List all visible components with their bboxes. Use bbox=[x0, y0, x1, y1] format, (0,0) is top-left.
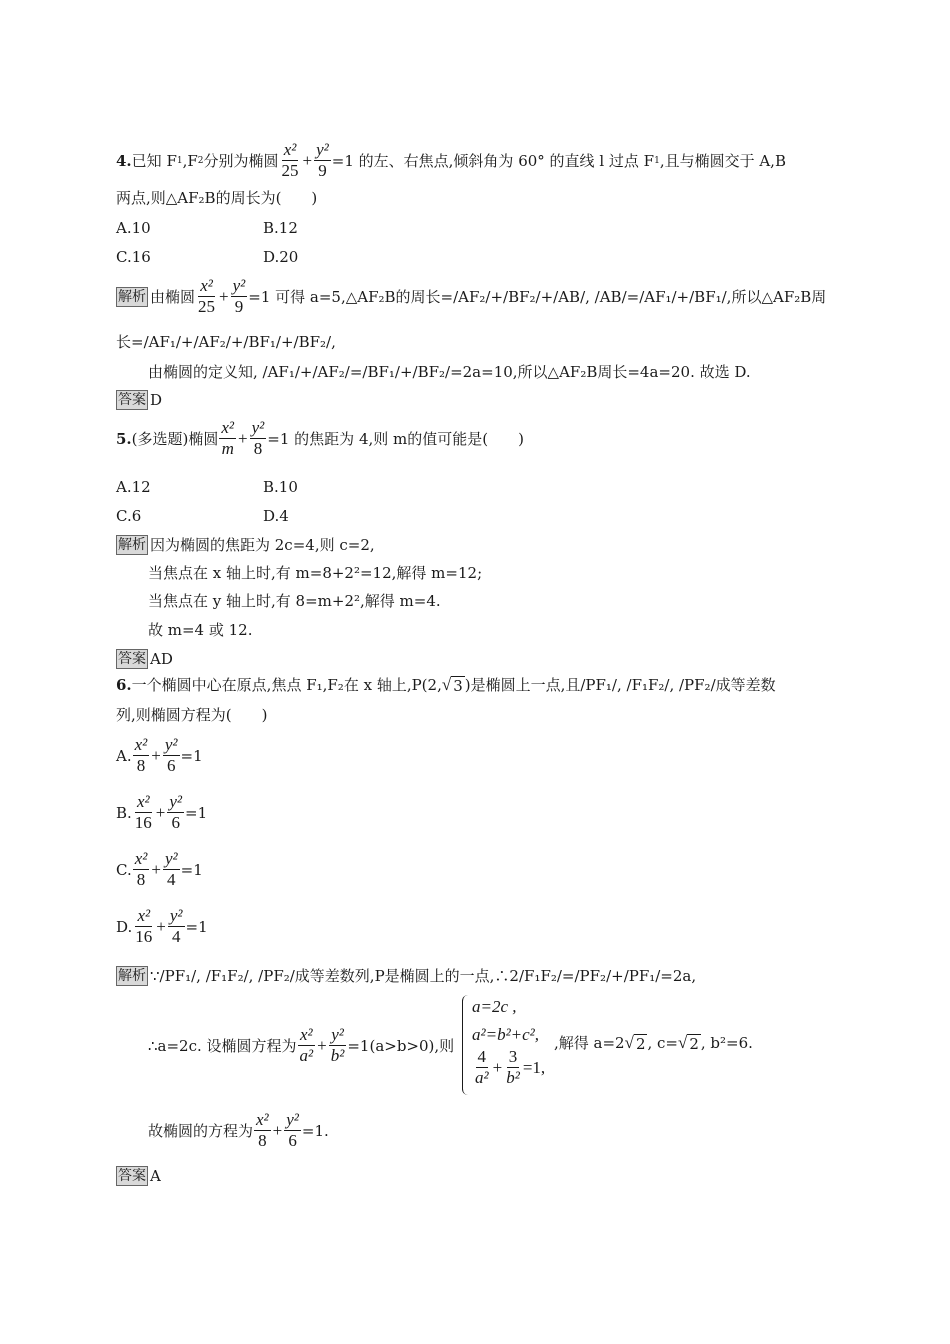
q4-stem-b: ,F bbox=[182, 151, 198, 170]
q4-stem-line1: 4. 已知 F 1 ,F 2 分别为椭圆 $\frac{\text{x²}}{25}$ + $\frac{\text{y²}}{9}$ =1 的左、右焦点,倾斜角为 60° 的直线 l 过点 F 1 ,且与椭圆交于 A,B bbox=[116, 140, 786, 180]
q4-analysis-line2: 长=/AF₁/+/AF₂/+/BF₁/+/BF₂/, bbox=[116, 333, 336, 351]
q4-stem-e: ,且与椭圆交于 A,B bbox=[659, 151, 786, 170]
q6-option-b: B. $\frac{\text{x²}}{16}$ + $\frac{\text{y²}}{6}$ =1 bbox=[116, 792, 208, 832]
q6-eq-fraction-y: $\frac{\text{y²}}{\text{b²}}$ bbox=[330, 1025, 345, 1065]
q5-analysis-line4: 故 m=4 或 12. bbox=[148, 621, 253, 639]
q6-conclusion: 故椭圆的方程为 $\frac{\text{x²}}{8}$ + $\frac{\text{y²}}{6}$ =1. bbox=[148, 1110, 329, 1150]
q6-stem-line2: 列,则椭圆方程为( ) bbox=[116, 706, 268, 724]
q4-fraction-y: $\frac{\text{y²}}{9}$ bbox=[316, 140, 329, 180]
system-row-2: a²=b²+c², bbox=[472, 1025, 540, 1044]
answer-tag: 答案 bbox=[118, 1168, 146, 1184]
q4-analysis-line3: 由椭圆的定义知, /AF₁/+/AF₂/=/BF₁/+/BF₂/=2a=10,所以△AF₂B周长=4a=20. 故选 D. bbox=[148, 363, 751, 381]
q4-stem-d: =1 的左、右焦点,倾斜角为 60° 的直线 l 过点 F bbox=[331, 151, 655, 170]
q4-stem-c: 分别为椭圆 bbox=[203, 151, 279, 170]
q6-analysis-line2: ∴a=2c. 设椭圆方程为 $\frac{\text{x²}}{\text{a²}}$ + $\frac{\text{y²}}{\text{b²}}$ =1(a>b>0),则 bbox=[148, 1025, 455, 1065]
analysis-tag: 解析 bbox=[118, 537, 146, 553]
q4-stem-a: 已知 F bbox=[131, 151, 177, 170]
q5-analysis-line2: 当焦点在 x 轴上时,有 m=8+2²=12,解得 m=12; bbox=[148, 564, 483, 582]
q5-option-a: A.12 bbox=[116, 478, 151, 496]
q5-option-c: C.6 bbox=[116, 507, 142, 525]
q5-fraction-x: $\frac{\text{x²}}{m}$ bbox=[221, 418, 235, 458]
q5-option-d: D.4 bbox=[263, 507, 289, 525]
q5-analysis-line1: 解析 因为椭圆的焦距为 2c=4,则 c=2, bbox=[118, 536, 375, 554]
q6-stem-line1: 6. 一个椭圆中心在原点,焦点 F₁,F₂在 x 轴上,P(2, √ 3 )是椭圆上一点,且/PF₁/, /F₁F₂/, /PF₂/成等差数 bbox=[116, 675, 776, 695]
q4-option-d: D.20 bbox=[263, 248, 299, 266]
q6-answer: 答案 A bbox=[118, 1167, 161, 1185]
q5-analysis-line3: 当焦点在 y 轴上时,有 8=m+2²,解得 m=4. bbox=[148, 592, 441, 610]
q4-stem-line2: 两点,则△AF₂B的周长为( ) bbox=[116, 189, 318, 207]
q5-fraction-y: $\frac{\text{y²}}{8}$ bbox=[251, 418, 265, 458]
q4-option-c: C.16 bbox=[116, 248, 151, 266]
answer-tag: 答案 bbox=[118, 392, 146, 408]
q4-number: 4. bbox=[116, 151, 132, 170]
q4-option-a: A.10 bbox=[116, 219, 151, 237]
system-row-1: a=2c , bbox=[472, 997, 517, 1016]
q4-answer: 答案 D bbox=[118, 391, 163, 409]
analysis-tag: 解析 bbox=[118, 968, 146, 984]
q4-analysis-fraction-y: $\frac{\text{y²}}{9}$ bbox=[232, 276, 246, 316]
q4-analysis-line1: 解析 由椭圆 $\frac{\text{x²}}{25}$ + $\frac{\text{y²}}{9}$ =1 可得 a=5,△AF₂B的周长=/AF₂/+/BF₂/+/AB/, /AB/=/AF₁/+/BF₁/,所以△AF₂B周 bbox=[118, 276, 827, 316]
q6-option-d: D. $\frac{\text{x²}}{16}$ + $\frac{\text{y²}}{4}$ =1 bbox=[116, 906, 208, 946]
q6-sqrt: √ 3 bbox=[441, 675, 463, 695]
q6-number: 6. bbox=[116, 676, 132, 694]
q6-eq-fraction-x: $\frac{\text{x²}}{\text{a²}}$ bbox=[299, 1025, 314, 1065]
q4-option-b: B.12 bbox=[263, 219, 298, 237]
q6-option-a: A. $\frac{\text{x²}}{8}$ + $\frac{\text{y²}}{6}$ =1 bbox=[116, 735, 203, 775]
left-brace bbox=[462, 995, 471, 1095]
q4-fraction-x: $\frac{\text{x²}}{25}$ bbox=[281, 140, 299, 180]
q5-answer: 答案 AD bbox=[118, 650, 173, 668]
q4-analysis-fraction-x: $\frac{\text{x²}}{25}$ bbox=[198, 276, 216, 316]
analysis-tag: 解析 bbox=[118, 288, 146, 305]
q6-option-c: C. $\frac{\text{x²}}{8}$ + $\frac{\text{y²}}{4}$ =1 bbox=[116, 849, 203, 889]
q5-number: 5. bbox=[116, 429, 132, 448]
q6-analysis-solution: ,解得 a=2 √ 2 , c= √ 2 , b²=6. bbox=[554, 1033, 753, 1053]
q6-analysis-line1: 解析 ∵/PF₁/, /F₁F₂/, /PF₂/成等差数列,P是椭圆上的一点,∴2/F₁F₂/=/PF₂/+/PF₁/=2a, bbox=[118, 967, 697, 985]
q5-stem: 5. (多选题)椭圆 $\frac{\text{x²}}{m}$ + $\frac{\text{y²}}{8}$ =1 的焦距为 4,则 m的值可能是( ) bbox=[116, 418, 524, 458]
q5-option-b: B.10 bbox=[263, 478, 298, 496]
answer-tag: 答案 bbox=[118, 651, 146, 667]
system-row-3: $\frac{4}{\text{a²}}$ + $\frac{3}{\text{b²}}$ =1, bbox=[475, 1047, 546, 1087]
